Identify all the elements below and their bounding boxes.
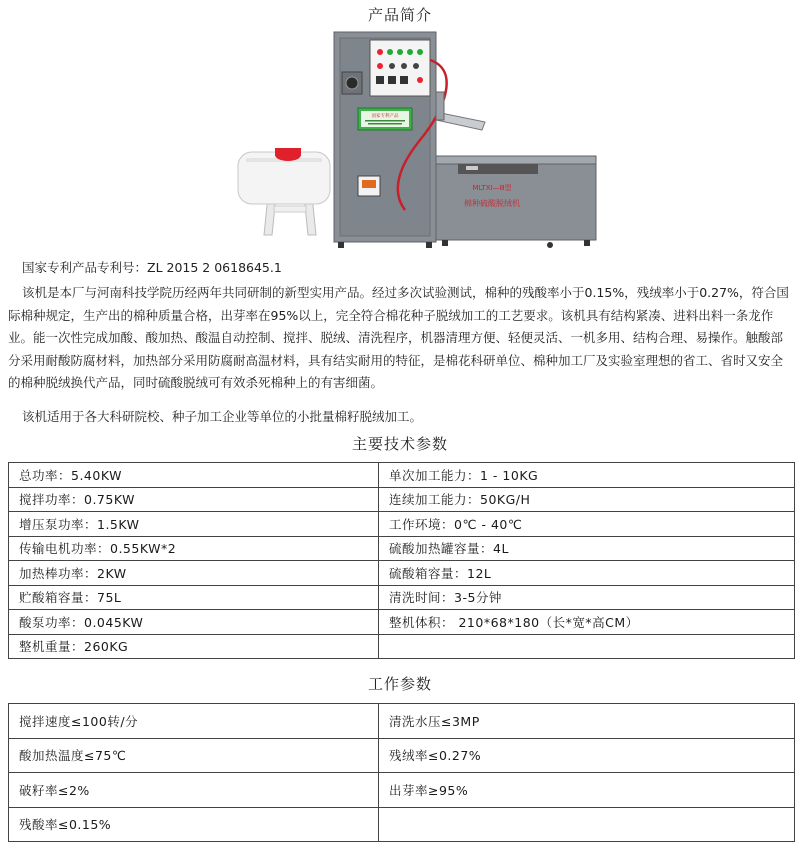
tech-params-title: 主要技术参数 — [351, 435, 448, 453]
table-cell: 总功率：5.40KW — [9, 463, 379, 488]
table-cell: 残绒率≤0.27% — [379, 738, 795, 773]
table-cell: 破籽率≤2% — [9, 773, 379, 808]
table-row — [9, 773, 795, 808]
machine-trough — [436, 156, 596, 248]
table-row — [9, 704, 795, 739]
table-cell — [379, 634, 795, 659]
table-cell: 整机体积： 210*68*180（长*宽*高CM） — [379, 610, 795, 635]
machine-photo — [230, 30, 600, 252]
table-cell: 出芽率≥95% — [379, 773, 795, 808]
table-cell: 清洗时间：3-5分钟 — [379, 585, 795, 610]
work-params-table — [8, 703, 795, 842]
table-cell: 整机重量：260KG — [9, 634, 379, 659]
patent-number: 国家专利产品专利号：ZL 2015 2 0618645.1 — [22, 260, 282, 275]
table-cell: 搅拌速度≤100转/分 — [9, 704, 379, 739]
intro-paragraph-2: 该机适用于各大科研院校、种子加工企业等单位的小批量棉籽脱绒加工。 — [22, 409, 423, 424]
table-row — [9, 463, 795, 488]
table-cell: 单次加工能力：1 - 10KG — [379, 463, 795, 488]
machine-name-text: 棉种硫酸脱绒机 — [464, 199, 520, 208]
table-row — [9, 585, 795, 610]
table-cell: 残酸率≤0.15% — [9, 807, 379, 842]
table-row — [9, 561, 795, 586]
table-row — [9, 610, 795, 635]
table-cell: 传输电机功率：0.55KW*2 — [9, 536, 379, 561]
table-row — [9, 512, 795, 537]
intro-section-title: 产品简介 — [367, 6, 432, 24]
table-cell: 工作环境：0℃ - 40℃ — [379, 512, 795, 537]
table-cell: 清洗水压≤3MP — [379, 704, 795, 739]
tech-params-table — [8, 462, 795, 659]
table-cell: 搅拌功率：0.75KW — [9, 487, 379, 512]
table-row — [9, 487, 795, 512]
model-text: MLTXI—Ⅲ型 — [472, 184, 512, 192]
table-cell: 加热棒功率：2KW — [9, 561, 379, 586]
table-cell: 贮酸箱容量：75L — [9, 585, 379, 610]
table-cell: 酸加热温度≤75℃ — [9, 738, 379, 773]
intro-paragraph-1: 该机是本厂与河南科技学院历经两年共同研制的新型实用产品。经过多次试验测试，棉种的残酸率小于0.15%，残绒率小于0.27%，符合国际棉种规定，生产出的棉种质量合格，出芽率在95%以上，完全符合棉花种子脱绒加工的工艺要求。该机具有结构紧凑、进料出料一条龙作业。能一次性完成加酸、酸加热、酸温自动控制、搅拌、脱绒、清洗程序，机器清理方便、轻便灵活、一机多用、结构合理、易操作。触酸部分采用耐酸防腐材料，加热部分采用防腐耐高温材料，具有结实耐用的特征，是棉花科研单位、棉种加工厂及实验室理想的省工、省时又安全的棉种脱绒换代产品，同时硫酸脱绒可有效杀死棉种上的有害细菌。 — [8, 285, 789, 390]
table-row — [9, 634, 795, 659]
panel-label: 国家专利产品 — [371, 114, 399, 119]
table-row — [9, 738, 795, 773]
table-row — [9, 807, 795, 842]
table-cell — [379, 807, 795, 842]
table-cell: 硫酸箱容量：12L — [379, 561, 795, 586]
table-cell: 连续加工能力：50KG/H — [379, 487, 795, 512]
table-row — [9, 536, 795, 561]
table-cell: 硫酸加热罐容量：4L — [379, 536, 795, 561]
water-tank — [238, 148, 330, 204]
table-cell: 酸泵功率：0.045KW — [9, 610, 379, 635]
table-cell: 增压泵功率：1.5KW — [9, 512, 379, 537]
work-params-title: 工作参数 — [367, 675, 432, 693]
